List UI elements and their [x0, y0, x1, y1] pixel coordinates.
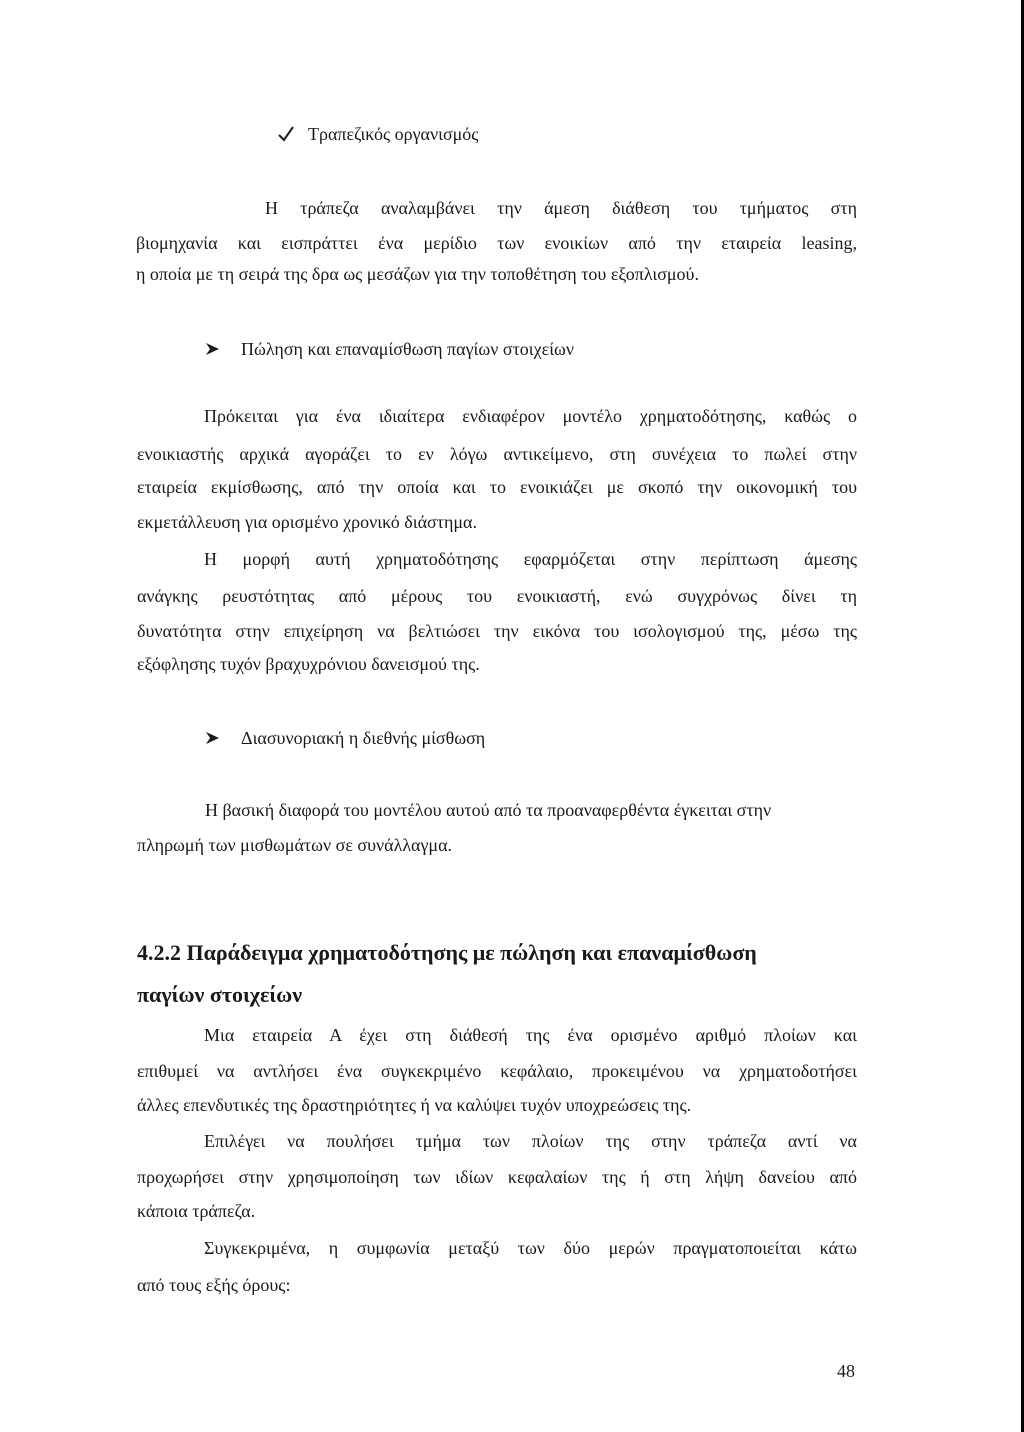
bullet-cross-border-lease	[205, 727, 485, 749]
page-number: 48	[837, 1361, 855, 1381]
bullet-sale-label: Πώληση και επαναμίσθωση παγίων στοιχείων	[241, 339, 575, 359]
paragraph-line: εξόφλησης τυχόν βραχυχρόνιου δανεισμού της.	[137, 654, 480, 674]
paragraph-line: προχωρήσει στην χρησιμοποίηση των ιδίων κεφαλαίων της ή στη λήψη δανείου από	[137, 1167, 857, 1187]
paragraph-line: Η μορφή αυτή χρηματοδότησης εφαρμόζεται στην περίπτωση άμεσης	[204, 549, 857, 569]
paragraph-line: κάποια τράπεζα.	[137, 1201, 256, 1221]
paragraph-line: εκμετάλλευση για ορισμένο χρονικό διάστημα.	[137, 512, 477, 532]
paragraph-line: Η τράπεζα αναλαμβάνει την άμεση διάθεση του τμήματος στη	[265, 198, 857, 218]
paragraph-line: βιομηχανία και εισπράττει ένα μερίδιο των ενοικίων από την εταιρεία leasing,	[136, 233, 857, 253]
paragraph-line: άλλες επενδυτικές της δραστηριότητες ή να καλύψει τυχόν υποχρεώσεις της.	[137, 1095, 692, 1115]
paragraph-line: Επιλέγει να πουλήσει τμήμα των πλοίων της στην τράπεζα αντί να	[204, 1131, 857, 1151]
paragraph-line: Συγκεκριμένα, η συμφωνία μεταξύ των δύο μερών πραγματοποιείται κάτω	[204, 1238, 857, 1258]
paragraph-line: η οποία με τη σειρά της δρα ως μεσάζων για την τοποθέτηση του εξοπλισμού.	[136, 264, 699, 284]
section-heading-continued: παγίων στοιχείων	[137, 982, 303, 1007]
paragraph-line: πληρωμή των μισθωμάτων σε συνάλλαγμα.	[137, 835, 453, 855]
bullet-bank-label: Τραπεζικός οργανισμός	[308, 124, 479, 144]
bullet-sale-leaseback	[205, 338, 574, 360]
paragraph-line: ενοικιαστής αρχικά αγοράζει το εν λόγω αντικείμενο, στη συνέχεια το πωλεί στην	[137, 444, 857, 464]
paragraph-line: από τους εξής όρους:	[137, 1275, 291, 1295]
section-heading: 4.2.2 Παράδειγμα χρηματοδότησης με πώληση και επαναμίσθωση	[137, 940, 757, 965]
paragraph-line: δυνατότητα στην επιχείρηση να βελτιώσει την εικόνα του ισολογισμού της, μέσω της	[137, 621, 857, 641]
arrow-bullet-icon	[205, 340, 221, 358]
arrow-bullet-icon	[205, 729, 221, 747]
paragraph-line: Πρόκειται για ένα ιδιαίτερα ενδιαφέρον μοντέλο χρηματοδότησης, καθώς ο	[204, 406, 857, 426]
paragraph-line: Η βασική διαφορά του μοντέλου αυτού από τα προαναφερθέντα έγκειται στην	[205, 800, 772, 820]
checkmark-icon	[278, 125, 294, 143]
bullet-bank-organization	[278, 123, 478, 145]
paragraph-line: εταιρεία εκμίσθωσης, από την οποία και το ενοικιάζει με σκοπό την οικονομική του	[137, 477, 857, 497]
bullet-cross-border-label: Διασυνοριακή η διεθνής μίσθωση	[241, 728, 486, 748]
paragraph-line: Μια εταιρεία Α έχει στη διάθεσή της ένα ορισμένο αριθμό πλοίων και	[204, 1025, 857, 1045]
paragraph-line: ανάγκης ρευστότητας από μέρους του ενοικιαστή, ενώ συγχρόνως δίνει τη	[137, 586, 857, 606]
paragraph-line: επιθυμεί να αντλήσει ένα συγκεκριμένο κεφάλαιο, προκειμένου να χρηματοδοτήσει	[137, 1061, 857, 1081]
